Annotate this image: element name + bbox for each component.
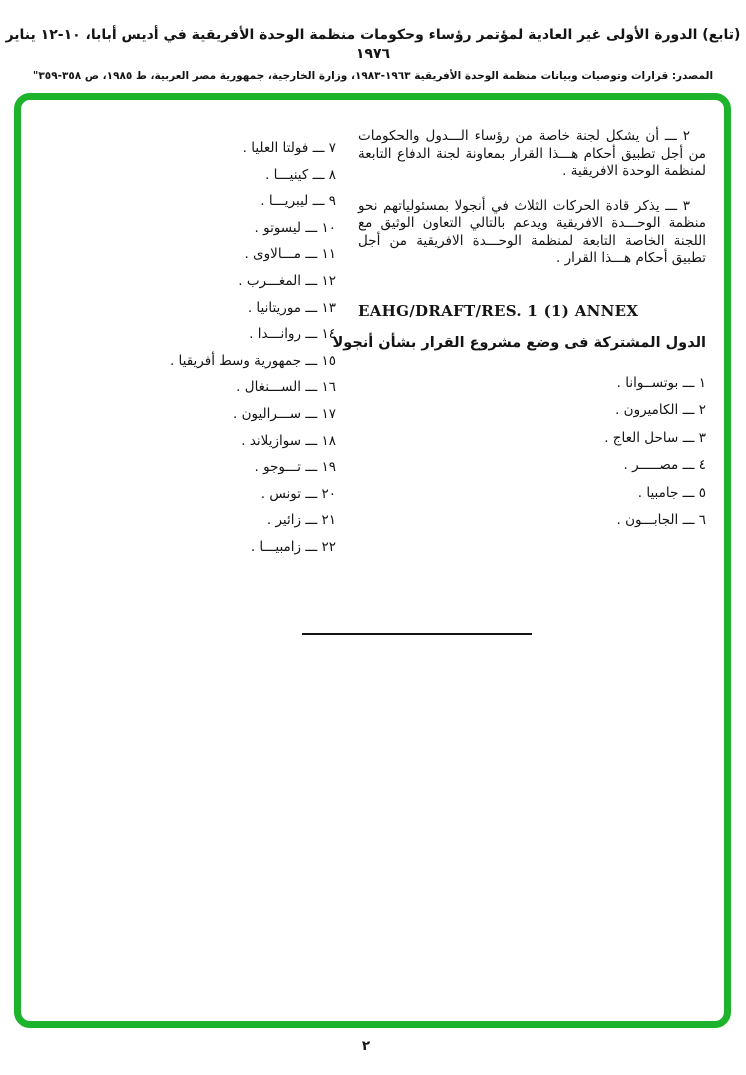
country-list-item: ١٣ ـــ موريتانيا . xyxy=(247,299,336,316)
country-list-item: ١ ـــ بوتســوانا . xyxy=(616,374,706,391)
resolution-paragraph-2: ٢ ـــ أن يشكل لجنة خاصة من رؤساء الـــدول والحكومات من أجل تطبيق أحكام هـــذا القرار بمعاونة لجنة الدفاع التابعة لمنظمة الوحدة الافريقية . xyxy=(358,128,706,179)
header-source-citation: المصدر: قرارات وتوصيات وبيانات منظمة الوحدة الأفريقية ١٩٦٣-١٩٨٣، وزارة الخارجية، جمهورية مصر العربية، ط ١٩٨٥، ص ٣٥٨-٣٥٩" xyxy=(32,70,714,82)
country-list-item: ٦ ـــ الجابـــون . xyxy=(616,512,706,529)
country-list-item: ١٧ ـــ ســـراليون . xyxy=(233,405,336,422)
country-list-item: ٢ ـــ الكاميرون . xyxy=(615,402,706,419)
resolution-column xyxy=(332,128,706,535)
country-list-item: ١٥ ـــ جمهورية وسط أفريقيا . xyxy=(169,352,336,369)
country-list-item: ٣ ـــ ساحل العاج . xyxy=(604,429,706,446)
country-list-item: ٨ ـــ كينيـــا . xyxy=(265,166,336,183)
country-list-item: ١١ ـــ مـــالاوى . xyxy=(244,246,336,263)
annex-heading: الدول المشتركة فى وضع مشروع القرار بشأن أنجولا xyxy=(332,335,706,351)
country-list-item: ٩ ـــ ليبريـــا . xyxy=(260,193,336,210)
reference-code: EAHG/DRAFT/RES. 1 (1) ANNEX xyxy=(358,301,639,320)
header-title: (تابع) الدورة الأولى غير العادية لمؤتمر رؤساء وحكومات منظمة الوحدة الأفريقية في أديس أبابا، ١٠-١٢ يناير ١٩٧٦ xyxy=(5,27,741,62)
country-list-item: ١٨ ـــ سوازيلاند . xyxy=(241,432,336,449)
page-number: ٢ xyxy=(361,1038,371,1054)
country-list-item: ١٠ ـــ ليسوتو . xyxy=(254,219,336,236)
page-header xyxy=(0,26,746,83)
country-list-item: ٧ ـــ فولتا العليا . xyxy=(242,140,336,156)
resolution-paragraph-3: ٣ ـــ يذكر قادة الحركات الثلاث في أنجولا بمسئولياتهم نحو منظمة الوحـــدة الافريقية ويدعم بالتالي التعاون الوثيق مع اللجنة الخاصة التابعة لمنظمة الوحـــدة الافريقية من أجل تطبيق أحكام هـــذا القرار . xyxy=(358,197,706,266)
country-list-item: ١٦ ـــ الســـنغال . xyxy=(236,379,336,396)
sponsor-states-list-7-22 xyxy=(84,135,336,561)
country-list-item: ٥ ـــ جامبيا . xyxy=(637,484,706,501)
country-list-item: ٤ ـــ مصـــــر . xyxy=(623,457,706,474)
country-list-item: ١٢ ـــ المغـــرب . xyxy=(238,272,336,289)
country-list-item: ١٩ ـــ تـــوجو . xyxy=(254,459,336,476)
country-list-item: ٢٠ ـــ تونس . xyxy=(260,485,336,502)
country-list-item: ١٤ ـــ روانـــدا . xyxy=(249,326,336,343)
country-list-item: ٢٢ ـــ زامبيـــا . xyxy=(250,538,336,555)
divider-line xyxy=(302,633,532,635)
sponsor-states-list-1-6 xyxy=(358,370,706,536)
country-list-item: ٢١ ـــ زائير . xyxy=(266,512,336,529)
